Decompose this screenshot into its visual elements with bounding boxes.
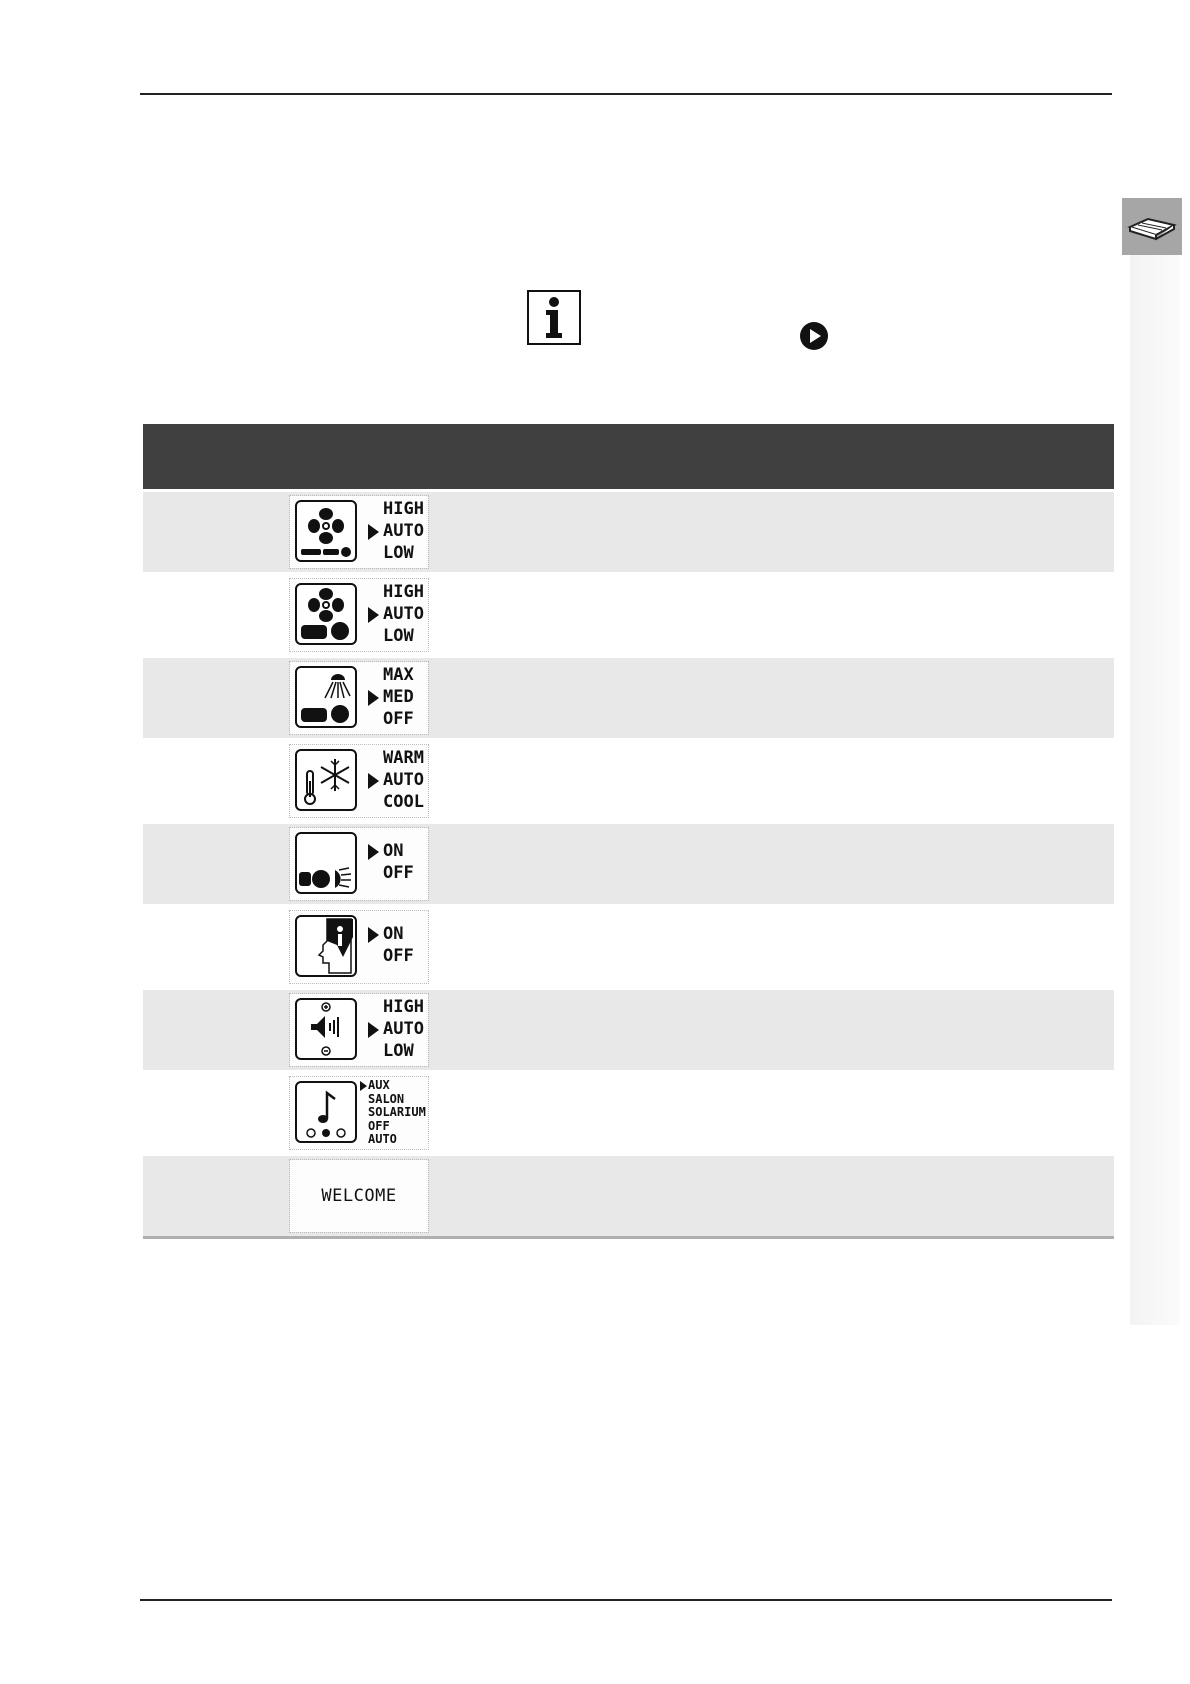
lcd-display	[290, 994, 428, 1066]
selected-arrow-icon	[368, 1022, 379, 1038]
option-list	[368, 996, 428, 1062]
option-cool[interactable]: COOL	[383, 792, 424, 812]
table-row	[143, 738, 1114, 821]
fan-front-icon	[295, 500, 357, 562]
lcd-display	[290, 579, 428, 651]
option-off[interactable]: OFF	[383, 946, 414, 966]
selected-arrow-icon	[368, 607, 379, 623]
option-list	[360, 1078, 426, 1147]
option-salon[interactable]: SALON	[368, 1091, 405, 1106]
option-high[interactable]: HIGH	[383, 582, 424, 602]
selected-arrow-icon	[368, 927, 379, 943]
option-off[interactable]: OFF	[383, 863, 414, 883]
lcd-display	[290, 828, 428, 900]
table-row	[143, 655, 1114, 738]
option-list	[368, 923, 428, 967]
selected-arrow-icon	[368, 844, 379, 860]
selected-arrow-icon	[368, 690, 379, 706]
lcd-display	[290, 745, 428, 817]
bottom-rule	[140, 1599, 1112, 1601]
option-aux[interactable]: AUX	[360, 1079, 420, 1093]
option-solarium[interactable]: SOLARIUM	[368, 1105, 426, 1119]
lcd-display	[290, 1077, 428, 1149]
top-rule	[140, 93, 1112, 95]
selected-arrow-icon	[360, 1081, 367, 1091]
lcd-display	[290, 496, 428, 568]
table-row	[143, 572, 1114, 655]
option-auto[interactable]: AUTO	[368, 1132, 397, 1146]
table-row	[143, 821, 1114, 904]
display-table	[143, 424, 1114, 1239]
voice-info-icon	[295, 915, 357, 977]
music-note-icon	[295, 1081, 357, 1143]
lcd-display	[290, 911, 428, 983]
option-warm[interactable]: WARM	[383, 748, 424, 768]
option-max[interactable]: MAX	[383, 665, 414, 685]
option-list	[368, 498, 428, 564]
selected-arrow-icon	[368, 524, 379, 540]
option-auto[interactable]: AUTO	[368, 1018, 428, 1040]
option-med[interactable]: MED	[368, 686, 428, 708]
welcome-text: WELCOME	[321, 1186, 397, 1206]
lcd-display	[290, 1160, 428, 1232]
selected-arrow-icon	[368, 773, 379, 789]
lcd-display	[290, 662, 428, 734]
option-auto[interactable]: AUTO	[368, 769, 428, 791]
option-low[interactable]: LOW	[383, 1041, 414, 1061]
option-on[interactable]: ON	[368, 923, 428, 945]
table-bottom-border	[143, 1236, 1114, 1239]
table-row	[143, 1070, 1114, 1153]
table-row	[143, 1153, 1114, 1236]
table-header	[143, 424, 1114, 489]
table-row	[143, 904, 1114, 987]
option-low[interactable]: LOW	[383, 543, 414, 563]
option-auto[interactable]: AUTO	[368, 520, 428, 542]
option-auto[interactable]: AUTO	[368, 603, 428, 625]
option-low[interactable]: LOW	[383, 626, 414, 646]
open-book-icon	[1126, 211, 1178, 243]
play-circle-icon	[799, 321, 829, 351]
manual-tab[interactable]	[1122, 198, 1182, 255]
table-row	[143, 987, 1114, 1070]
option-list	[368, 747, 428, 813]
option-off[interactable]: OFF	[368, 1118, 390, 1133]
fan-rear-icon	[295, 583, 357, 645]
temperature-snowflake-icon	[295, 749, 357, 811]
option-high[interactable]: HIGH	[383, 997, 424, 1017]
option-on[interactable]: ON	[368, 840, 428, 862]
option-list	[368, 664, 428, 730]
seat-light-icon	[295, 832, 357, 894]
side-strip	[1130, 255, 1180, 1325]
option-list	[368, 840, 428, 884]
option-high[interactable]: HIGH	[383, 499, 424, 519]
option-list	[368, 581, 428, 647]
table-row	[143, 489, 1114, 572]
heater-icon	[295, 666, 357, 728]
option-off[interactable]: OFF	[383, 709, 414, 729]
volume-icon	[295, 998, 357, 1060]
info-icon	[527, 290, 581, 345]
